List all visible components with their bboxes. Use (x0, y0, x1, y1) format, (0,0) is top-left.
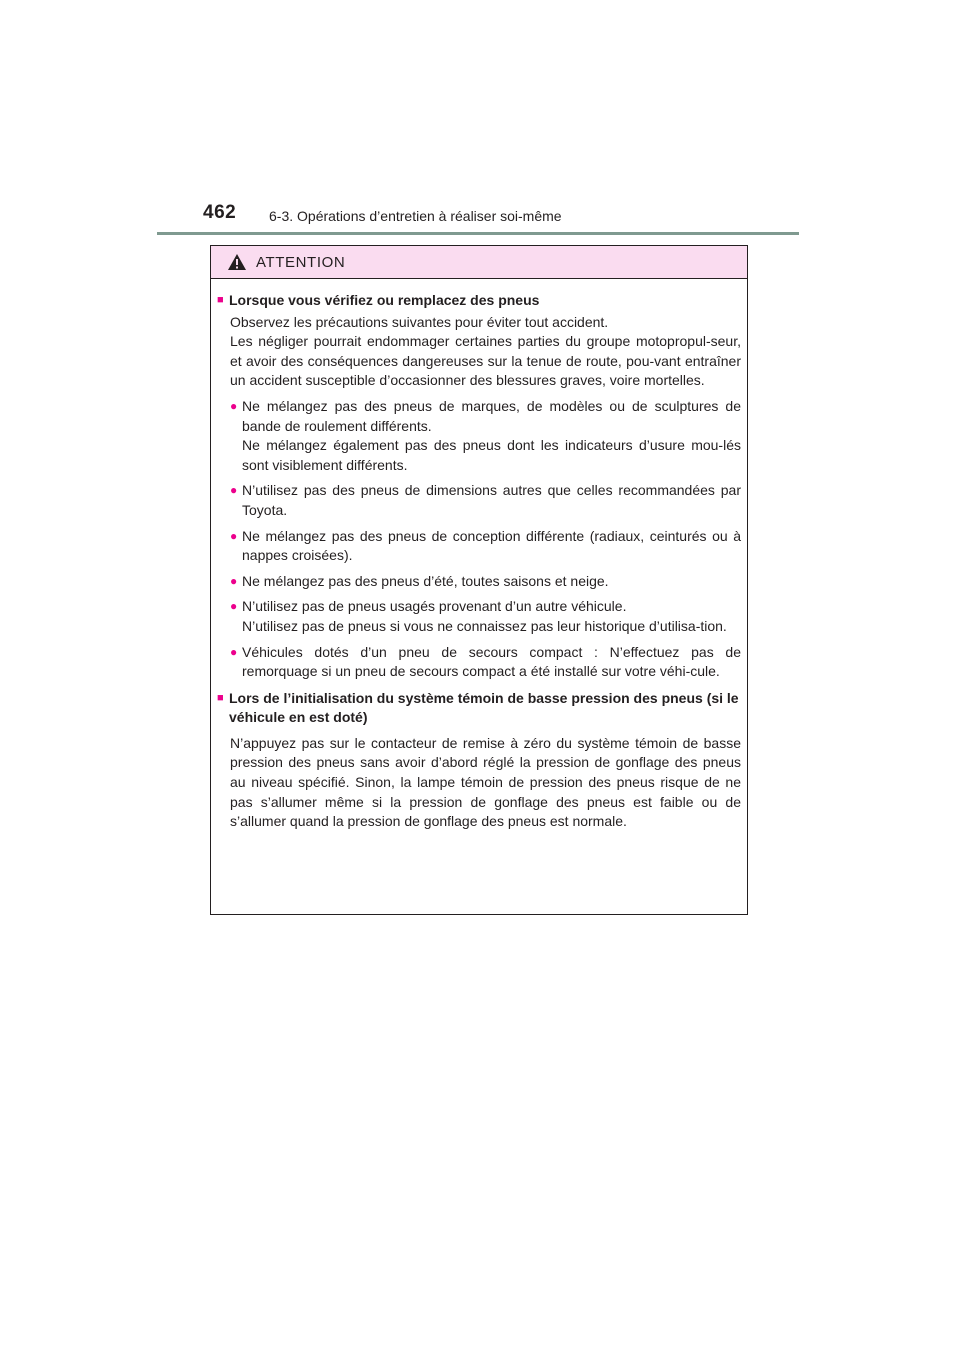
intro-text: Observez les précautions suivantes pour éviter tout accident. (230, 313, 609, 330)
section-heading (217, 689, 741, 728)
circle-bullet-icon: ● (230, 599, 238, 614)
intro-text-2: Les négliger pourrait endommager certaines parties du groupe motopropul-seur, et avoir des conséquences dangereuses sur la tenue de route, pou-vant entraîner un accident susceptible d’occasionner des blessures graves, voire mortelles. (230, 333, 741, 389)
list-item-text: N’utilisez pas des pneus de dimensions autres que celles recommandées par Toyota. (242, 482, 741, 518)
list-item-text: N’utilisez pas de pneus usagés provenant d’un autre véhicule. (242, 598, 627, 615)
list-item-text: Ne mélangez pas des pneus de marques, de modèles ou de sculptures de bande de roulement différents. (242, 397, 741, 434)
header-rule (157, 232, 799, 235)
list-item (217, 481, 741, 520)
circle-bullet-icon: ● (230, 483, 238, 498)
warning-box (210, 245, 748, 915)
square-bullet-icon: ■ (217, 691, 224, 704)
list-item-text-2: N’utilisez pas de pneus si vous ne connaissez pas leur historique d’utilisa-tion. (242, 617, 727, 634)
circle-bullet-icon: ● (230, 644, 238, 659)
section-heading (217, 291, 741, 311)
list-item (217, 643, 741, 682)
list-item-text: Ne mélangez pas des pneus de conception différente (radiaux, ceinturés ou à nappes croisées). (242, 527, 741, 564)
warning-body (211, 279, 747, 832)
list-item (217, 527, 741, 566)
list-item-text-2: Ne mélangez également pas des pneus dont les indicateurs d’usure mou-lés sont visiblement différents. (242, 437, 741, 473)
list-item (217, 597, 741, 636)
warning-triangle-icon (227, 253, 247, 271)
list-item (217, 397, 741, 475)
circle-bullet-icon: ● (230, 573, 238, 588)
section-title: 6-3. Opérations d’entretien à réaliser soi-même (269, 208, 562, 224)
circle-bullet-icon: ● (230, 528, 238, 543)
list-item-text: Ne mélangez pas des pneus d’été, toutes saisons et neige. (242, 572, 609, 589)
circle-bullet-icon: ● (230, 398, 238, 413)
list-item-text: Véhicules dotés d’un pneu de secours compact : N’effectuez pas de remorquage si un pneu de secours compact a été installé sur votre véhi-cule. (242, 643, 741, 680)
section-heading-text: Lorsque vous vérifiez ou remplacez des pneus (229, 292, 540, 308)
warning-title: ATTENTION (256, 253, 346, 271)
list-item (217, 572, 741, 592)
section-heading-text: Lors de l’initialisation du système témoin de basse pression des pneus (si le véhicule en est doté) (229, 689, 739, 726)
section-body-text: N’appuyez pas sur le contacteur de remise à zéro du système témoin de basse pression des pneus sans avoir d’abord réglé la pression de gonflage des pneus au niveau spécifié. Sinon, la lampe témoin de pression des pneus risque de ne pas s’allumer même si la pression de gonflage des pneus est faible ou de s’allumer quand la pression de gonflage des pneus est normale. (230, 734, 741, 830)
page-number: 462 (203, 202, 237, 223)
warning-header (211, 246, 747, 279)
square-bullet-icon: ■ (217, 294, 224, 306)
